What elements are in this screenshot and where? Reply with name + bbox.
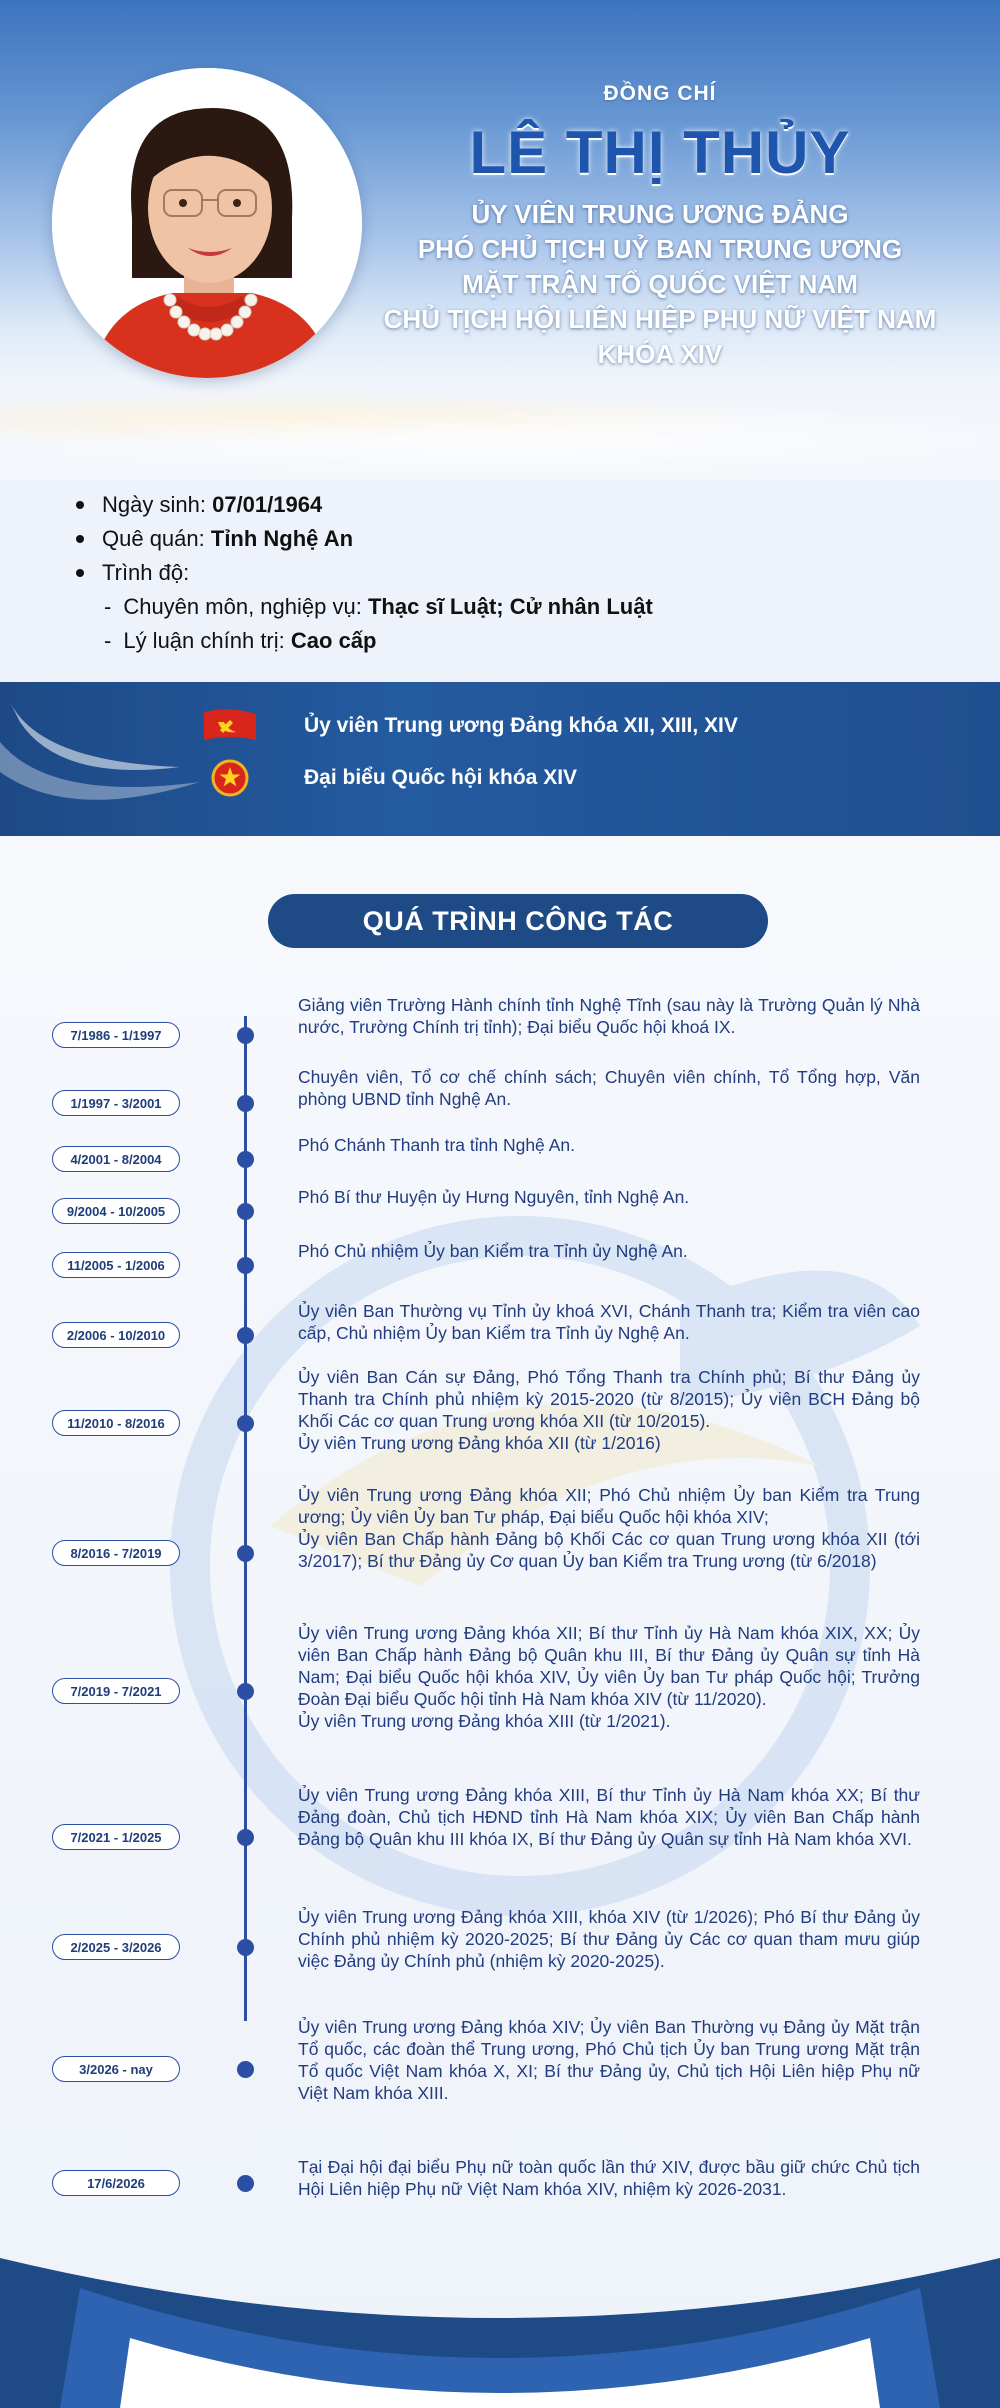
national-emblem-icon bbox=[200, 758, 260, 798]
bullet-icon bbox=[76, 535, 84, 543]
info-label: Ngày sinh: bbox=[102, 492, 206, 517]
timeline-text: Ủy viên Trung ương Đảng khóa XII; Bí thư Tỉnh ủy Hà Nam khóa XIX, XX; Ủy viên Ban Chấp hành Đảng bộ Quân khu III, Bí thư Đảng ủy Quân sự tỉnh Hà Nam; Đại biểu Quốc hội khóa XIV, Ủy viên Ủy ban Tư pháp Quốc hội; Trưởng Đoàn Đại biểu Quốc hội tỉnh Hà Nam khóa XIV (từ 11/2020). Ủy viên Trung ương Đảng khóa XIII (từ 1/2021). bbox=[298, 1623, 920, 1731]
dash-marker: - bbox=[104, 628, 112, 653]
timeline-date: 2/2025 - 3/2026 bbox=[52, 1934, 180, 1960]
role-line: MẶT TRẬN TỔ QUỐC VIỆT NAM bbox=[462, 269, 858, 299]
timeline-text: Ủy viên Trung ương Đảng khóa XIII, khóa XIV (từ 1/2026); Phó Bí thư Đảng ủy Chính phủ nhiệm kỳ 2020-2025; Bí thư Đảng ủy Các cơ quan tham mưu giúp việc Đảng ủy Chính phủ (nhiệm kỳ 2020-2025). bbox=[298, 1907, 920, 1971]
info-birth bbox=[76, 488, 936, 522]
swoosh-decoration bbox=[0, 682, 220, 836]
timeline-node-icon bbox=[237, 1327, 254, 1344]
work-history-section bbox=[0, 836, 1000, 2408]
timeline-text: Giảng viên Trường Hành chính tỉnh Nghệ Tĩnh (sau này là Trường Quản lý Nhà nước, Trường Chính trị tỉnh); Đại biểu Quốc hội khoá IX. bbox=[298, 995, 920, 1037]
timeline-node-icon bbox=[237, 2061, 254, 2078]
portrait-photo bbox=[52, 68, 362, 378]
section-title: QUÁ TRÌNH CÔNG TÁC bbox=[268, 894, 768, 948]
timeline-date: 11/2010 - 8/2016 bbox=[52, 1410, 180, 1436]
timeline-node-icon bbox=[237, 1683, 254, 1700]
info-label: Chuyên môn, nghiệp vụ: bbox=[123, 594, 362, 619]
timeline-text: Chuyên viên, Tổ cơ chế chính sách; Chuyên viên chính, Tổ Tổng hợp, Văn phòng UBND tỉnh Nghệ An. bbox=[298, 1067, 920, 1109]
role-line: KHÓA XIV bbox=[597, 339, 723, 369]
timeline-node-icon bbox=[237, 1151, 254, 1168]
party-flag-icon bbox=[200, 706, 260, 746]
timeline-date: 17/6/2026 bbox=[52, 2170, 180, 2196]
timeline-date: 7/1986 - 1/1997 bbox=[52, 1022, 180, 1048]
timeline-node-icon bbox=[237, 1415, 254, 1432]
timeline-date: 2/2006 - 10/2010 bbox=[52, 1322, 180, 1348]
timeline-node-icon bbox=[237, 1829, 254, 1846]
footer-wave bbox=[0, 2228, 1000, 2408]
na-membership-text: Đại biểu Quốc hội khóa XIV bbox=[304, 766, 578, 789]
info-value: Cao cấp bbox=[290, 628, 377, 653]
timeline-text: Phó Bí thư Huyện ủy Hưng Nguyên, tỉnh Nghệ An. bbox=[298, 1187, 690, 1207]
info-specialty bbox=[76, 590, 936, 624]
timeline-date: 7/2021 - 1/2025 bbox=[52, 1824, 180, 1850]
role-line: CHỦ TỊCH HỘI LIÊN HIỆP PHỤ NỮ VIỆT NAM bbox=[383, 304, 937, 334]
info-label: Trình độ: bbox=[102, 560, 190, 585]
timeline-date: 8/2016 - 7/2019 bbox=[52, 1540, 180, 1566]
timeline-node-icon bbox=[237, 1027, 254, 1044]
timeline-node-icon bbox=[237, 1203, 254, 1220]
person-name: LÊ THỊ THỦY bbox=[469, 119, 851, 186]
info-label: Quê quán: bbox=[102, 526, 205, 551]
role-list bbox=[360, 197, 960, 372]
timeline-text: Ủy viên Trung ương Đảng khóa XIII, Bí thư Tỉnh ủy Hà Nam khóa XX; Bí thư Đảng đoàn, Chủ tịch HĐND tỉnh Hà Nam khóa XIX; Ủy viên Ban Chấp hành Đảng bộ Quân khu III khóa IX, Bí thư Đảng ủy Quân sự tỉnh Hà Nam khóa XVI. bbox=[298, 1785, 920, 1849]
hero-header bbox=[0, 0, 1000, 480]
bullet-icon bbox=[76, 569, 84, 577]
role-line: PHÓ CHỦ TỊCH UỶ BAN TRUNG ƯƠNG bbox=[417, 234, 903, 264]
party-membership-text: Ủy viên Trung ương Đảng khóa XII, XIII, XIV bbox=[304, 714, 738, 737]
timeline-date: 3/2026 - nay bbox=[52, 2056, 180, 2082]
timeline-node-icon bbox=[237, 1257, 254, 1274]
info-education bbox=[76, 556, 936, 590]
membership-band bbox=[0, 682, 1000, 836]
info-value: 07/01/1964 bbox=[212, 492, 323, 517]
role-line: ỦY VIÊN TRUNG ƯƠNG ĐẢNG bbox=[471, 199, 849, 229]
timeline-node-icon bbox=[237, 2175, 254, 2192]
info-hometown bbox=[76, 522, 936, 556]
timeline-date: 9/2004 - 10/2005 bbox=[52, 1198, 180, 1224]
personal-info bbox=[76, 488, 936, 658]
timeline-date: 7/2019 - 7/2021 bbox=[52, 1678, 180, 1704]
bullet-icon bbox=[76, 501, 84, 509]
timeline-date: 11/2005 - 1/2006 bbox=[52, 1252, 180, 1278]
dash-marker: - bbox=[104, 594, 112, 619]
band-na-row bbox=[200, 758, 577, 798]
info-value: Thạc sĩ Luật; Cử nhân Luật bbox=[367, 594, 653, 619]
timeline-text: Ủy viên Trung ương Đảng khóa XII; Phó Chủ nhiệm Ủy ban Kiểm tra Trung ương; Ủy viên Ủy ban Tư pháp, Đại biểu Quốc hội khóa XIV; Ủy viên Ban Chấp hành Đảng bộ Khối Các cơ quan Trung ương khóa XII (tới 3/2017); Bí thư Đảng ủy Cơ quan Ủy ban Kiểm tra Trung ương (từ 6/2018) bbox=[298, 1485, 920, 1571]
timeline-node-icon bbox=[237, 1095, 254, 1112]
info-political bbox=[76, 624, 936, 658]
timeline-text: Ủy viên Ban Cán sự Đảng, Phó Tổng Thanh tra Chính phủ; Bí thư Đảng ủy Thanh tra Chính phủ nhiệm kỳ 2015-2020 (từ 8/2015); Ủy viên BCH Đảng bộ Khối Các cơ quan Trung ương khóa XII (từ 10/2015). Ủy viên Trung ương Đảng khóa XII (từ 1/2016) bbox=[298, 1367, 920, 1453]
timeline-node-icon bbox=[237, 1939, 254, 1956]
timeline-date: 4/2001 - 8/2004 bbox=[52, 1146, 180, 1172]
timeline-text: Ủy viên Trung ương Đảng khóa XIV; Ủy viên Ban Thường vụ Đảng ủy Mặt trận Tổ quốc, các đoàn thể Trung ương, Phó Chủ tịch Ủy ban Trung ương Mặt trận Tổ quốc Việt Nam khóa X, XI; Bí thư Đảng ủy, Chủ tịch Hội Liên hiệp Phụ nữ Việt Nam khóa XIII. bbox=[298, 2017, 920, 2103]
info-value: Tỉnh Nghệ An bbox=[210, 526, 354, 551]
timeline-date: 1/1997 - 3/2001 bbox=[52, 1090, 180, 1116]
title-kicker: ĐỒNG CHÍ bbox=[603, 82, 717, 105]
timeline-node-icon bbox=[237, 1545, 254, 1562]
band-party-row bbox=[200, 706, 738, 746]
timeline-text: Ủy viên Ban Thường vụ Tỉnh ủy khoá XVI, Chánh Thanh tra; Kiểm tra viên cao cấp, Chủ nhiệm Ủy ban Kiểm tra Tỉnh ủy Nghệ An. bbox=[298, 1301, 920, 1343]
title-block bbox=[360, 82, 960, 372]
timeline-text: Phó Chủ nhiệm Ủy ban Kiểm tra Tỉnh ủy Nghệ An. bbox=[298, 1241, 688, 1261]
timeline-text: Phó Chánh Thanh tra tỉnh Nghệ An. bbox=[298, 1135, 575, 1155]
portrait-illustration bbox=[52, 68, 362, 378]
timeline-text: Tại Đại hội đại biểu Phụ nữ toàn quốc lần thứ XIV, được bầu giữ chức Chủ tịch Hội Liên hiệp Phụ nữ Việt Nam khóa XIV, nhiệm kỳ 2026-2031. bbox=[298, 2157, 920, 2199]
info-label: Lý luận chính trị: bbox=[123, 628, 285, 653]
